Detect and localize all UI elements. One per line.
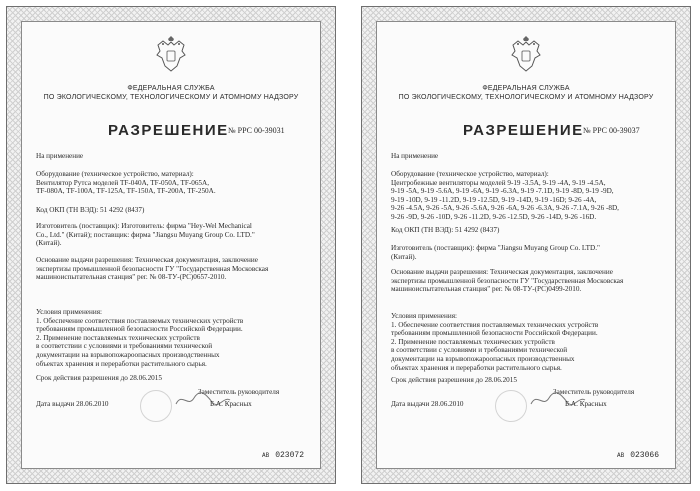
document-title: РАЗРЕШЕНИЕ bbox=[108, 122, 229, 139]
okp-code: Код ОКП (ТН ВЭД): 51 4292 (8437) bbox=[391, 226, 500, 234]
application-label: На применение bbox=[36, 152, 84, 160]
issue-date: Дата выдачи 28.06.2010 bbox=[391, 400, 464, 408]
blank-serial-number bbox=[617, 451, 659, 460]
basis-text: Основание выдачи разрешения: Техническая документация, заключение экспертизы промышленной безопасности ГУ "Государственная Московская машиноиспытательная станция" рег. № 08-ТУ-(РС)0657-2010. bbox=[36, 256, 269, 282]
permit-document-right bbox=[361, 6, 691, 484]
series-code: АВ bbox=[616, 452, 625, 459]
serial-digits: 023072 bbox=[275, 451, 304, 460]
permit-number: № РРС 00-39031 bbox=[228, 126, 285, 135]
double-headed-eagle-emblem-icon bbox=[509, 36, 543, 76]
blank-serial-number bbox=[262, 451, 304, 460]
series-code: АВ bbox=[261, 452, 270, 459]
issue-date: Дата выдачи 28.06.2010 bbox=[36, 400, 109, 408]
signer-name: Б.А. Красных bbox=[565, 400, 607, 408]
double-headed-eagle-emblem-icon bbox=[154, 36, 188, 76]
okp-code: Код ОКП (ТН ВЭД): 51 4292 (8437) bbox=[36, 206, 145, 214]
agency-name: ФЕДЕРАЛЬНАЯ СЛУЖБА ПО ЭКОЛОГИЧЕСКОМУ, ТЕХНОЛОГИЧЕСКОМУ И АТОМНОМУ НАДЗОРУ bbox=[43, 85, 299, 101]
permit-border-frame bbox=[21, 21, 321, 469]
application-label: На применение bbox=[391, 152, 439, 160]
agency-name: ФЕДЕРАЛЬНАЯ СЛУЖБА ПО ЭКОЛОГИЧЕСКОМУ, ТЕХНОЛОГИЧЕСКОМУ И АТОМНОМУ НАДЗОРУ bbox=[398, 85, 654, 101]
round-stamp bbox=[495, 390, 527, 422]
conditions-text: Условия применения: 1. Обеспечение соответствия поставляемых технических устройств требованиям промышленной безопасности Российской Федерации. 2. Применение поставляемых технических устройств в соответствии с условиями и требованиями технической документации на взрывопожароопасных производственных объектах хранения и переработки растительного сырья. bbox=[36, 308, 244, 368]
signer-name: Б.А. Красных bbox=[210, 400, 252, 408]
basis-text: Основание выдачи разрешения: Техническая документация, заключение экспертизы промышленной безопасности ГУ "Государственная Московская машиноиспытательная станция" рег. № 08-ТУ-(РС)0499-2010. bbox=[391, 268, 624, 294]
permit-border-frame bbox=[376, 21, 676, 469]
equipment-text: Оборудование (техническое устройство, материал): Вентилятор Рутса моделей TF-040A, TF-050A, TF-065A, TF-080A, TF-100A, TF-125A, TF-150A, TF-200A, TF-250A. bbox=[36, 170, 216, 196]
document-title: РАЗРЕШЕНИЕ bbox=[463, 122, 584, 139]
equipment-text: Оборудование (техническое устройство, материал): Центробежные вентиляторы моделей 9-19 -3.5А, 9-19 -4А, 9-19 -4.5А, 9-19 -5А, 9-19 -5.6А, 9-19 -6А, 9-19 -6.3А, 9-19 -7.1D, 9-19 -8D, 9-19 -9D, 9-19 -10D, 9-19 -11.2D, 9-19 -12.5D, 9-19 -14D, 9-19 -16D; 9-26 -4А, 9-26 -4.5А, 9-26 -5А, 9-26 -5.6А, 9-26 -6А, 9-26 -6.3А, 9-26 -7.1А, 9-26 -8D, 9-26 -9D, 9-26 -10D, 9-26 -11.2D, 9-26 -12.5D, 9-26 -14D, 9-26 -16D. bbox=[391, 170, 619, 221]
deputy-title: Заместитель руководителя bbox=[553, 388, 635, 396]
permit-document-left bbox=[6, 6, 336, 484]
manufacturer-text: Изготовитель (поставщик): Изготовитель: фирма "Hey-Wel Mechanical Co., Ltd." (Китай); поставщик: фирма "Jiangsu Muyang Group Co. LTD." (Китай). bbox=[36, 222, 255, 248]
validity-text: Срок действия разрешения до 28.06.2015 bbox=[391, 376, 517, 384]
conditions-text: Условия применения: 1. Обеспечение соответствия поставляемых технических устройств требованиям промышленной безопасности Российской Федерации. 2. Применение поставляемых технических устройств в соответствии с условиями и требованиями технической документации на взрывопожароопасных производственных объектах хранения и переработки растительного сырья. bbox=[391, 312, 599, 372]
permit-number: № РРС 00-39037 bbox=[583, 126, 640, 135]
round-stamp bbox=[140, 390, 172, 422]
validity-text: Срок действия разрешения до 28.06.2015 bbox=[36, 374, 162, 382]
serial-digits: 023066 bbox=[630, 451, 659, 460]
deputy-title: Заместитель руководителя bbox=[198, 388, 280, 396]
manufacturer-text: Изготовитель (поставщик): фирма "Jiangsu Muyang Group Co. LTD." (Китай). bbox=[391, 244, 600, 261]
